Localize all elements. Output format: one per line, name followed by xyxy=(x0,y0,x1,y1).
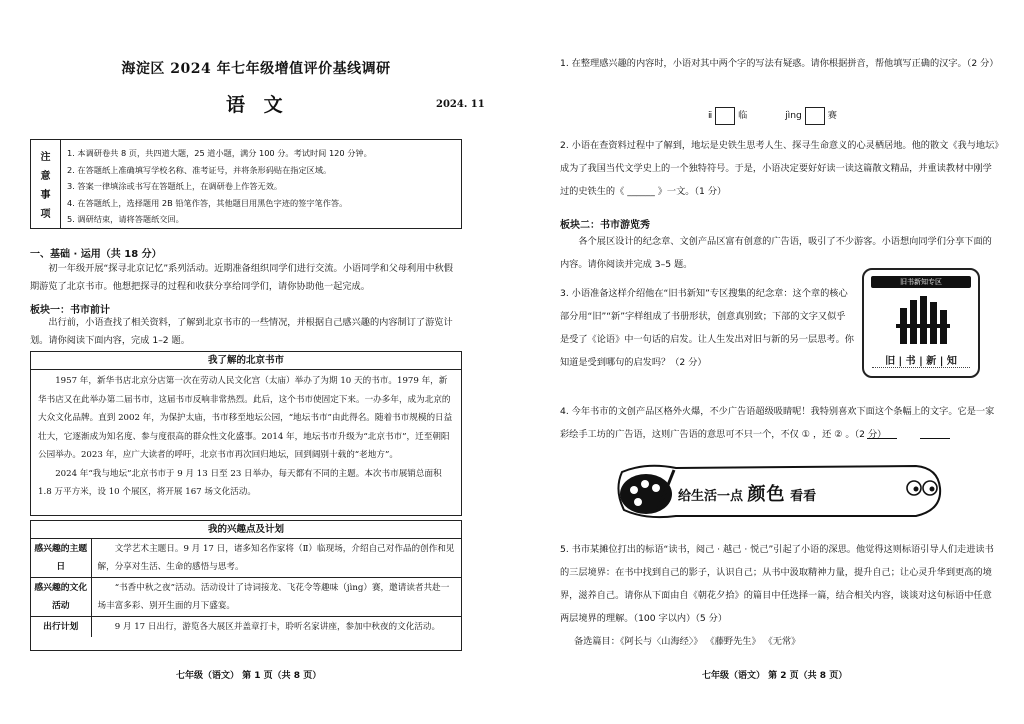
table-row xyxy=(31,617,461,638)
slogan-part: 看看 xyxy=(790,489,817,504)
material-box-title: 我了解的北京书市 xyxy=(31,352,461,370)
material-paragraph: 2024 年“我与地坛”北京书市于 9 月 13 日至 23 日举办，每天都有不同的主题。本次书市展销总面积 1.8 万平方米，设 10 个展区，将开展 167 场文化活动。 xyxy=(38,468,442,497)
palette-icon xyxy=(618,464,676,520)
blank-after: 赛 xyxy=(827,110,837,121)
notice-side-char: 项 xyxy=(40,209,51,220)
notice-rule: 4. 在答题纸上，选择题用 2B 铅笔作答，其他题目用黑色字迹的签字笔作答。 xyxy=(67,197,348,208)
notice-side-char: 事 xyxy=(40,190,51,201)
pinyin-label: jìng xyxy=(785,110,802,121)
block-intro: 各个展区设计的纪念章、文创产品区富有创意的广告语，吸引了不少游客。小语想向同学们分享下面的内容。请你阅读并完成 3–5 题。 xyxy=(560,236,992,270)
slogan-highlight: 颜色 xyxy=(747,484,786,505)
stamp-small-print xyxy=(872,367,970,370)
commemorative-stamp xyxy=(862,268,980,378)
intro-paragraph: 初一年级开展“探寻北京记忆”系列活动。近期准备组织同学们进行交流。小语同学和父母利用中秋假期游览了北京书市。他想把探寻的过程和收获分享给同学们，请你协助他一起完成。 xyxy=(30,263,453,292)
row-label: 感兴趣的主题日 xyxy=(31,539,91,578)
question-4: 4. 今年书市的文创产品区格外火爆，不少广告语超级吸睛呢！我特别喜欢下面这个条幅上的文字。它是一家彩绘手工坊的广告语，这则广告语的意思可不只一个，不仅 ① ，还 ② 。（2 分） xyxy=(560,406,995,440)
plan-table xyxy=(30,520,462,651)
block-heading: 板块一：书市前计 xyxy=(30,305,110,316)
banner-slogan xyxy=(678,480,816,506)
answer-line[interactable] xyxy=(867,438,897,439)
stamp-text: 旧 | 书 | 新 | 知 xyxy=(885,356,957,367)
page-footer: 七年级（语文） 第 1 页（共 8 页） xyxy=(176,671,322,681)
exam-title: 海淀区 2024 年七年级增值评价基线调研 xyxy=(121,61,391,77)
pinyin-label: ⅱ xyxy=(708,110,713,121)
row-label: 出行计划 xyxy=(31,617,91,638)
plan-table-title: 我的兴趣点及计划 xyxy=(31,521,461,539)
section-heading: 一、基础 · 运用（共 18 分） xyxy=(30,249,162,260)
face-eyes-icon xyxy=(904,474,940,506)
material-paragraph: 1957 年，新华书店北京分店第一次在劳动人民文化宫（太庙）举办了为期 10 天的书市。1979 年，新华书店又在此举办第二届书市，这届书市反响非常热烈。此后，这个书市使固定下来。一办多年，成为北京的大众文化品牌。直到 2002 年，为保护太庙，书市移至地坛公园，“地坛书市”由此得名。随着书市规模的日益壮大，它逐渐成为知名度、参与度很高的群众性文化盛事。2014 年，地坛书市升级为“北京书市”，迁至朝阳公园举办。2023 年，应广大读者的呼吁，北京书市再次回归地坛，回到阔别十载的“老地方”。 xyxy=(38,376,453,460)
notice-rule: 1. 本调研卷共 8 页，共四道大题，25 道小题，满分 100 分。考试时间 120 分钟。 xyxy=(67,148,372,158)
notice-side-label xyxy=(31,140,61,228)
answer-blank[interactable] xyxy=(715,107,735,125)
table-row xyxy=(31,539,461,578)
exam-date: 2024. 11 xyxy=(436,99,485,110)
block-intro: 出行前，小语查找了相关资料，了解到北京书市的一些情况，并根据自己感兴趣的内容制订了游览计划。请你阅读下面内容，完成 1–2 题。 xyxy=(30,317,453,346)
row-value: 文学艺术主题日。9 月 17 日，诸多知名作家将（Ⅱ）临现场，介绍自己对作品的创作和见解，分享对生活、生命的感悟与思考。 xyxy=(97,544,455,572)
row-value: “书香中秋之夜”活动。活动设计了诗词接龙、飞花令等趣味（jìng）赛，邀请读者共赴一场丰富多彩、别开生面的月下盛宴。 xyxy=(91,578,461,617)
book-stack-icon xyxy=(894,294,952,350)
block-heading: 板块二：书市游览秀 xyxy=(560,220,650,231)
material-box xyxy=(30,351,462,516)
notice-side-char: 意 xyxy=(40,171,51,182)
blank-after: 临 xyxy=(738,110,748,121)
page-footer: 七年级（语文） 第 2 页（共 8 页） xyxy=(702,671,848,681)
material-text xyxy=(31,370,461,504)
notice-rule: 5. 调研结束，请将答题纸交回。 xyxy=(67,214,184,224)
ad-banner xyxy=(616,458,944,524)
subject-title: 语 文 xyxy=(226,94,289,116)
notice-side-char: 注 xyxy=(40,152,51,163)
answer-blank[interactable] xyxy=(805,107,825,125)
table-row xyxy=(31,578,461,617)
stamp-caption: 旧书新知专区 xyxy=(871,276,971,288)
question-2: 2. 小语在查资料过程中了解到，地坛是史铁生思考人生、探寻生命意义的心灵栖居地。他的散文《我与地坛》成为了我国当代文学史上的一个独特符号。于是，小语决定要好好读一读这篇散文精品，并重读教材中刚学过的史铁生的《 ______ 》一文。（1 分） xyxy=(560,140,999,197)
row-label: 感兴趣的文化活动 xyxy=(31,578,91,617)
question-3: 3. 小语准备这样介绍他在“旧书新知”专区搜集的纪念章：这个章的核心部分用“旧”“新”字样组成了书册形状，创意真别致；下部的文字又似乎是受了《论语》中一句话的启发。让人生发出对旧与新的另一层思考。你知道是受到哪句的启发吗？（2 分） xyxy=(560,288,854,368)
question-1: 1. 在整理感兴趣的内容时，小语对其中两个字的写法有疑惑。请你根据拼音，帮他填写正确的汉字。（2 分） xyxy=(560,58,999,69)
slogan-part: 给生活一点 xyxy=(678,489,744,504)
notice-box xyxy=(30,139,462,229)
question-5-options: 备选篇目：《阿长与〈山海经〉》 《藤野先生》 《无常》 xyxy=(574,636,801,647)
notice-rules xyxy=(67,145,457,228)
notice-rule: 2. 在答题纸上准确填写学校名称、准考证号，并将条形码贴在指定区域。 xyxy=(67,164,332,175)
row-value: 9 月 17 日出行，游览各大展区并盖章打卡，聆听名家讲座，参加中秋夜的文化活动。 xyxy=(91,617,461,638)
question-5: 5. 书市某摊位打出的标语“读书，阅己 · 越己 · 悦己”引起了小语的深思。他觉得这则标语引导人们走进读书的三层境界：在书中找到自己的影子，认识自己；从书中汲取精神力量，提升自己；让心灵升华到更高的境界，滋养自己。请你从下面由自《朝花夕拾》的篇目中任选择一篇，结合相关内容，谈谈对这句标语中任意两层境界的理解。（100 字以内）（5 分） xyxy=(560,544,994,624)
notice-rule: 3. 答案一律填涂或书写在答题纸上，在调研卷上作答无效。 xyxy=(67,181,283,191)
q1-blanks xyxy=(708,104,837,127)
answer-line[interactable] xyxy=(920,438,950,439)
